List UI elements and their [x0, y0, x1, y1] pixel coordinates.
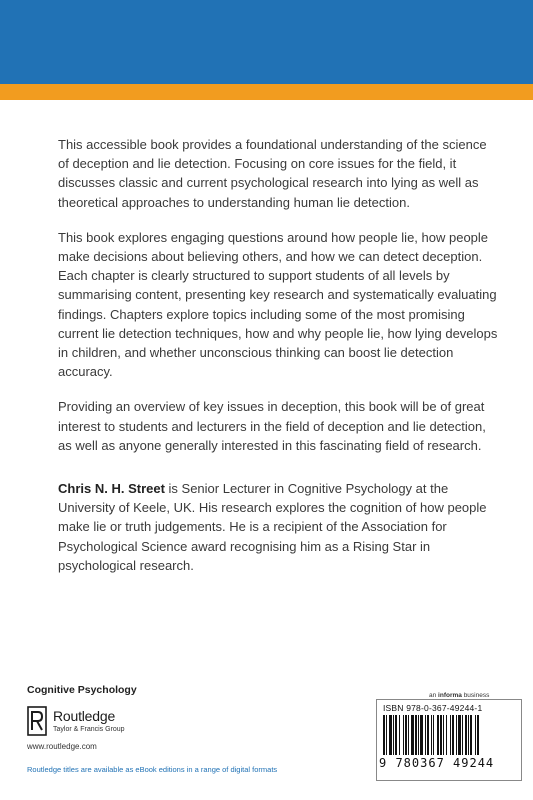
author-name: Chris N. H. Street: [58, 481, 165, 497]
publisher-name: Routledge: [53, 708, 116, 724]
cover-top-band: [0, 0, 533, 84]
publisher-logo: [27, 706, 227, 738]
publisher-website[interactable]: www.routledge.com: [27, 742, 97, 751]
informa-brand: informa: [438, 692, 462, 699]
routledge-r-icon: [27, 706, 47, 736]
ebook-availability-note: Routledge titles are available as eBook editions in a range of digital formats: [27, 765, 278, 774]
blurb-paragraph-2: This book explores engaging questions around how people lie, how people make decisions about believing others, and how we can detect deception. Each chapter is clearly structured to support students of all levels by summarising content, presenting key research and systematically evaluating findings. Chapters explore topics including some of the most promising current lie detection techniques, how and why people lie, how lying develops in children, and whether unconscious thinking can boost lie detection accuracy.: [58, 229, 498, 380]
cover-accent-stripe: [0, 84, 533, 100]
informa-business-label: [429, 692, 489, 699]
author-bio: [58, 479, 498, 575]
back-cover-blurb: [58, 135, 498, 591]
blurb-paragraph-3: Providing an overview of key issues in deception, this book will be of great interest to students and lecturers in the field of deception and lie detection, as well as anyone generally interested in this fascinating field of research.: [58, 399, 486, 453]
subject-category: Cognitive Psychology: [27, 684, 137, 696]
blurb-paragraph-1: This accessible book provides a foundational understanding of the science of deception and lie detection. Focusing on core issues for the field, it discusses classic and current psychological research into lying as well as theoretical approaches to understanding human lie detection.: [58, 137, 487, 210]
barcode-digits: 9 780367 49244: [379, 756, 495, 770]
informa-suffix: business: [461, 692, 490, 699]
publisher-group: Taylor & Francis Group: [53, 726, 125, 733]
isbn-number: ISBN 978-0-367-49244-1: [383, 703, 483, 713]
barcode-icon: [381, 715, 517, 755]
isbn-barcode: [376, 699, 522, 781]
author-bio-text: is Senior Lecturer in Cognitive Psychology at the University of Keele, UK. His research explores the cognition of how people make lie or truth judgements. He is a recipient of the Association for Psychological Science award recognising him as a Rising Star in psychological research.: [58, 481, 487, 573]
informa-prefix: an: [429, 692, 439, 699]
